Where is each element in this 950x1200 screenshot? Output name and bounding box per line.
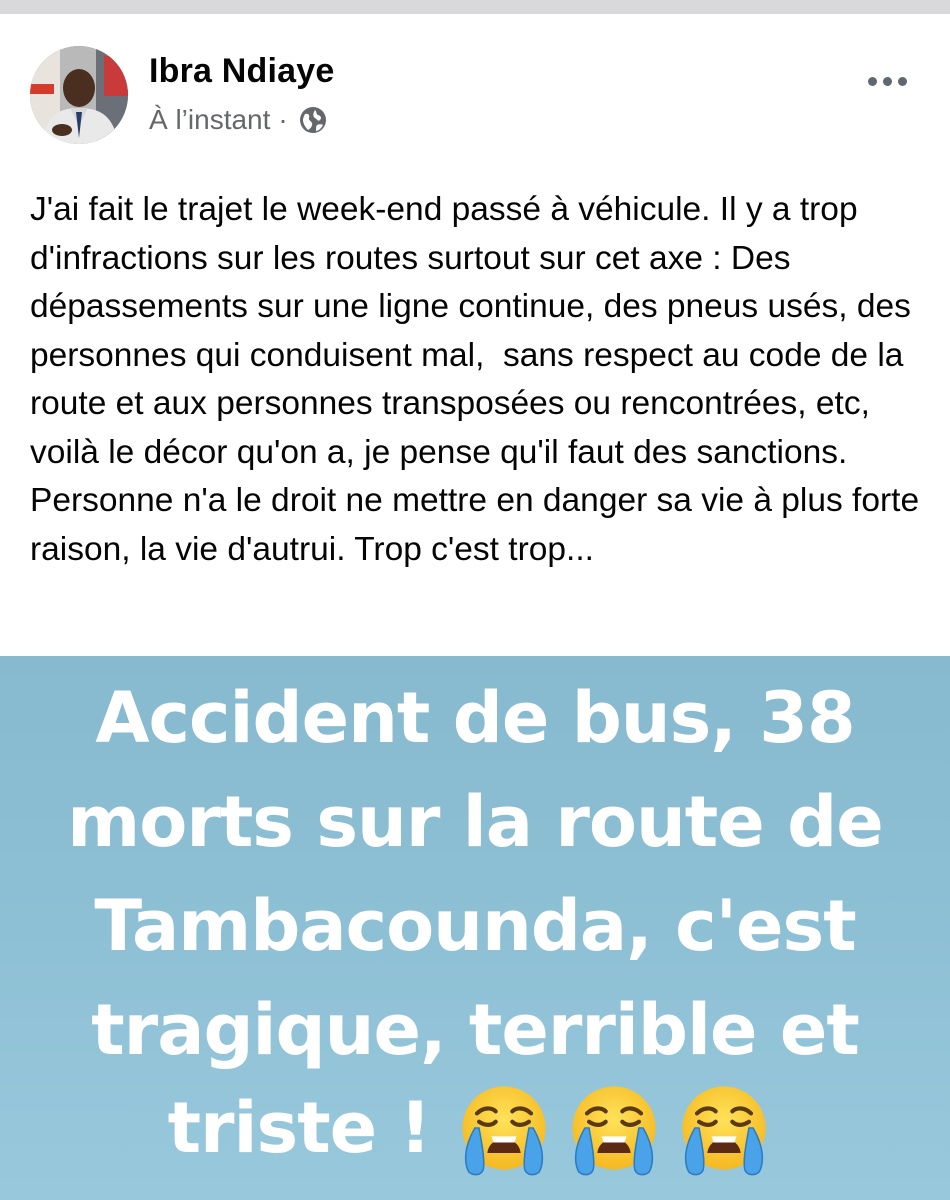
banner-line: Accident de bus, 38 [95, 677, 855, 759]
banner-line: morts sur la route de [67, 781, 883, 863]
top-divider [0, 0, 950, 14]
crying-face-icon [452, 1076, 556, 1180]
globe-icon[interactable] [298, 105, 328, 135]
banner-line: Tambacounda, c'est [94, 885, 856, 967]
banner-last-line [0, 1076, 950, 1180]
author-name[interactable]: Ibra Ndiaye [149, 52, 335, 90]
crying-face-icon [672, 1076, 776, 1180]
banner-line: tragique, terrible et [91, 989, 859, 1071]
timestamp[interactable]: À l’instant [149, 104, 271, 135]
banner-text [0, 666, 950, 1082]
post-body-text: J'ai fait le trajet le week-end passé à véhicule. Il y a trop d'infractions sur les routes surtout sur cet axe : Des dépassements sur une ligne continue, des pneus usés, des personnes qui conduisent mal, sans respect au code de la route et aux personnes transposées ou rencontrées, etc, voilà le décor qu'on a, je pense qu'il faut des sanctions. Personne n'a le droit ne mettre en danger sa vie à plus forte raison, la vie d'autrui. Trop c'est trop... [30, 191, 929, 568]
more-options-button[interactable] [856, 66, 918, 96]
crying-face-icon [562, 1076, 666, 1180]
post-meta [149, 104, 328, 136]
meta-separator: · [278, 104, 288, 135]
post-header [0, 14, 950, 164]
more-horizontal-icon [868, 77, 877, 86]
avatar[interactable] [30, 46, 128, 144]
banner-line: triste ! [167, 1087, 431, 1169]
